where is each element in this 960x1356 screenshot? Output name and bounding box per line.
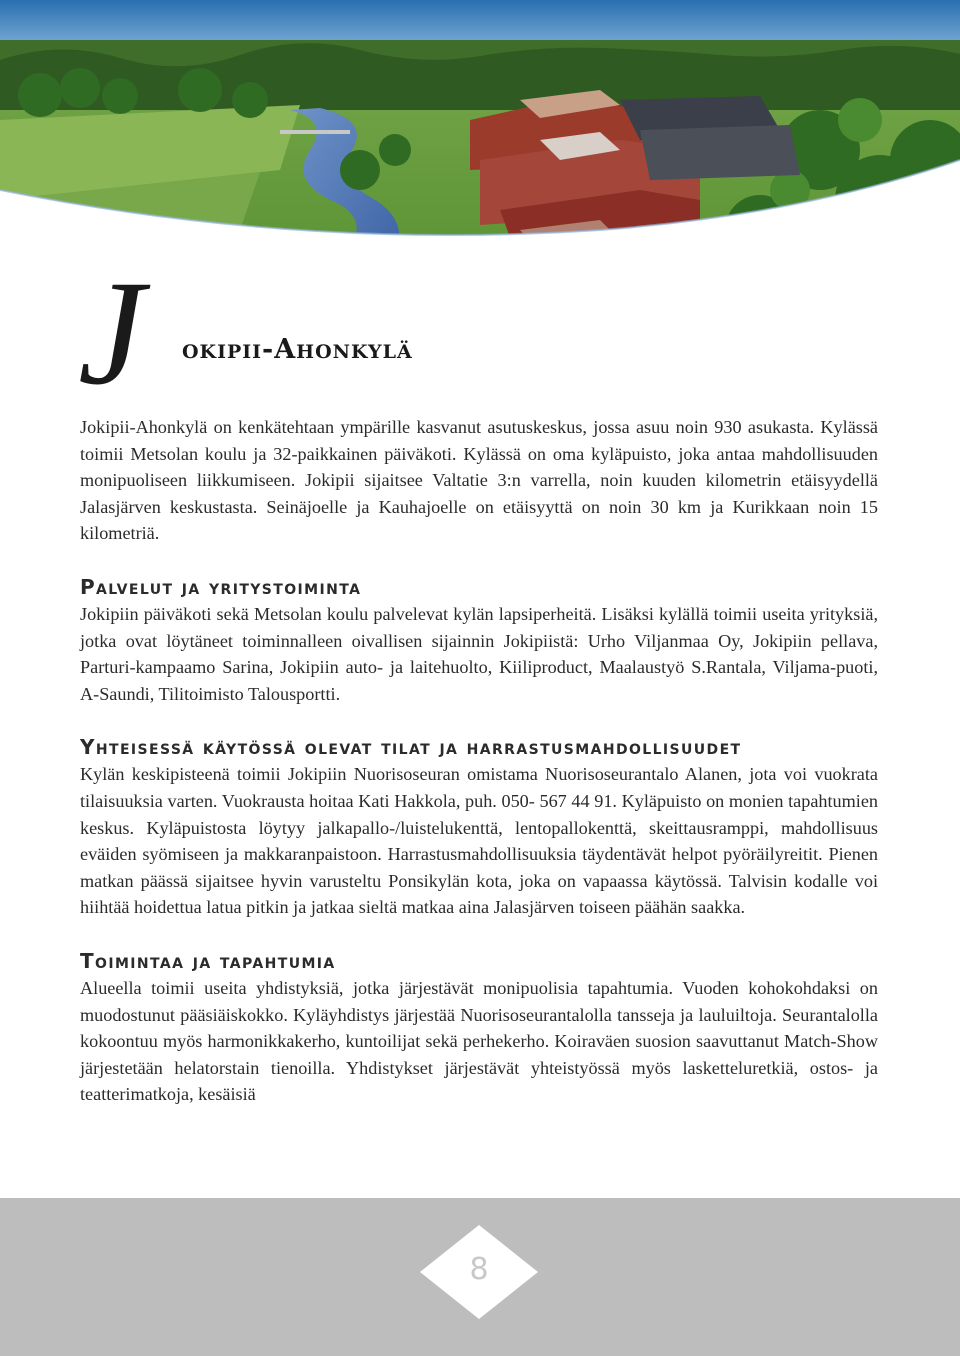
title-initial: J xyxy=(78,250,145,416)
article-body xyxy=(80,414,878,1108)
intro-paragraph: Jokipii-Ahonkylä on kenkätehtaan ympärille kasvanut asutuskeskus, jossa asuu noin 930 asukasta. Kylässä toimii Metsolan koulu ja 32-paikkainen päiväkoti. Kylässä on oma kyläpuisto, joka antaa mahdollisuuden monipuoliseen liikkumiseen. Jokipii sijaitsee Valtatie 3:n varrella, noin kuuden kilometrin etäisyydellä Jalasjärven keskustasta. Seinäjoelle ja Kauhajoelle on etäisyyttä on noin 30 km ja Kurikkaan noin 15 kilometriä. xyxy=(80,417,878,544)
title-text: okipii-Ahonkylä xyxy=(182,334,413,365)
section-heading: Toimintaa ja tapahtumia xyxy=(80,948,336,973)
section-paragraph: Alueella toimii useita yhdistyksiä, jotka järjestävät monipuolisia tapahtumia. Vuoden kohokohdaksi on muodostunut pääsiäiskokko. Kyläyhdistys järjestää Nuorisoseurantalolla tansseja ja lauluiltoja. Seurantalolla kokoontuu myös harmonikkakerho, kuntoilijat sekä perhekerho. Koiraväen suosion saavuttanut Match-Show järjestetään helatorstain tienoilla. Yhdistykset järjestävät yhteistyössä myös lasketteluretkiä, ostos- ja teatterimatkoja, kesäisiä xyxy=(80,977,878,1105)
page-title xyxy=(78,250,678,416)
section-paragraph: Jokipiin päiväkoti sekä Metsolan koulu palvelevat kylän lapsiperheitä. Lisäksi kylällä toimii useita yrityksiä, jotka ovat löytäneet toiminnalleen oivallisen sijainnin Jokipiistä: Urho Viljanmaa Oy, Jokipiin pellava, Parturi-kampaamo Sarina, Jokipiin auto- ja laitehuolto, Kiiliproduct, Maalaustyö S.Rantala, Viljama-puoti, A-Saundi, Tilitoimisto Talousportti. xyxy=(80,603,878,704)
section-heading: Yhteisessä käytössä olevat tilat ja harrastusmahdollisuudet xyxy=(80,735,742,760)
page-number: 8 xyxy=(469,1252,489,1287)
section-paragraph: Kylän keskipisteenä toimii Jokipiin Nuorisoseuran omistama Nuorisoseurantalo Alanen, jota voi vuokrata tilaisuuksia varten. Vuokrausta hoitaa Kati Hakkola, puh. 050- 567 44 91. Kyläpuisto on monien tapahtumien keskus. Kyläpuistosta löytyy jalkapallo-/luistelukenttä, lentopallokenttä, skeittausramppi, mahdollisuus eväiden syömiseen ja makkaranpaistoon. Harrastusmahdollisuuksia täydentävät helpot pyöräilyreitit. Pienen matkan päässä sijaitsee hyvin varusteltu Ponsikylän kota, joka on vapaassa käytössä. Talvisin kodalle voi hiihtää hoidettua latua pitkin ja jatkaa sieltä matkaa aina Jalasjärven toiseen päähän saakka. xyxy=(80,764,878,918)
section-heading: Palvelut ja yritystoiminta xyxy=(80,574,362,599)
